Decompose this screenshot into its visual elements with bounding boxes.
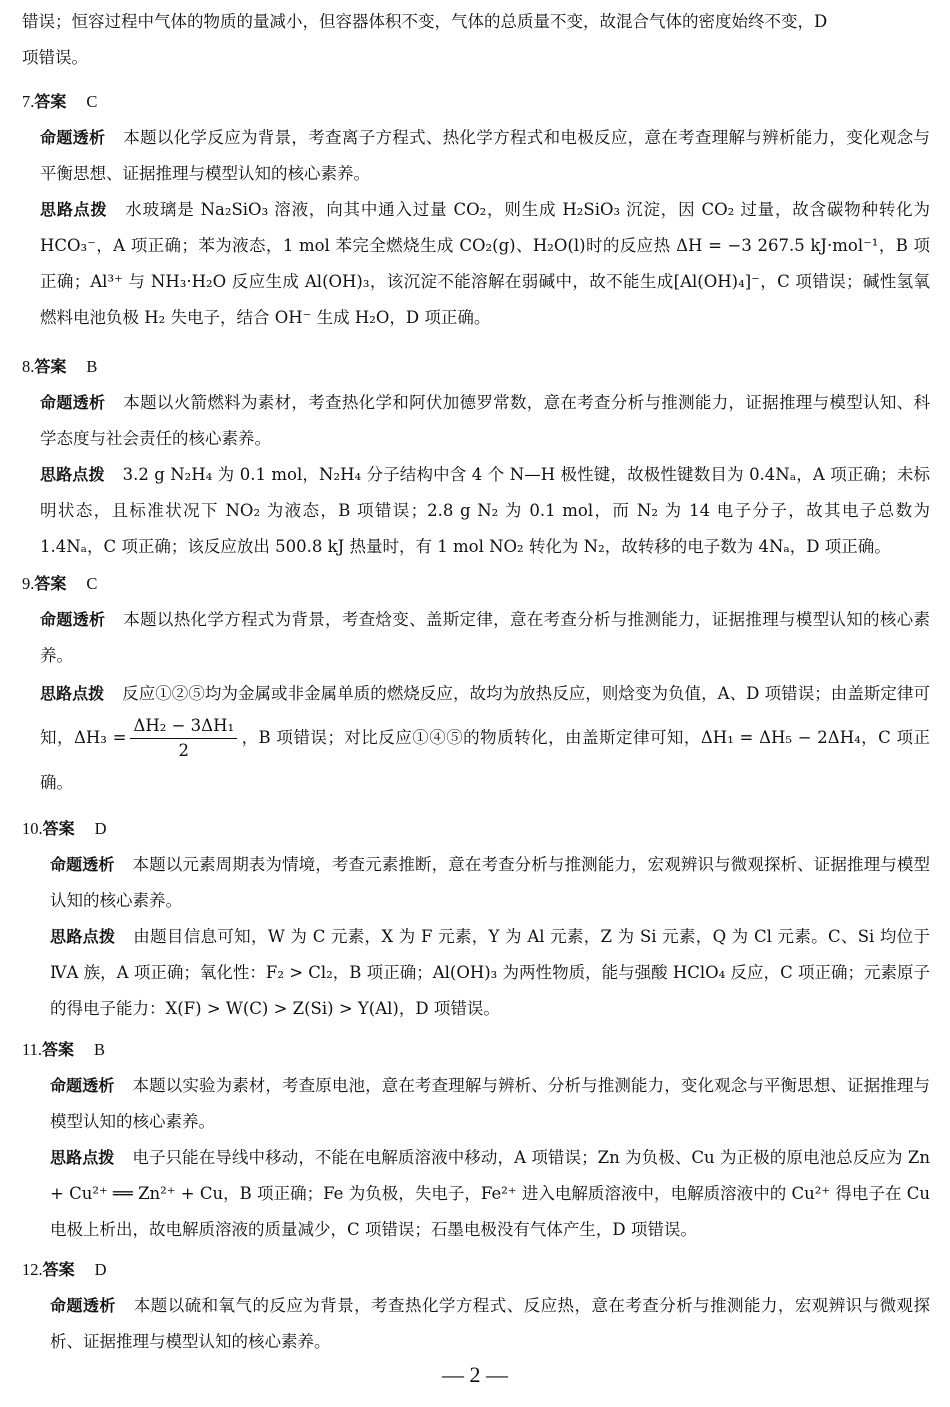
answer-value: C [86, 92, 98, 111]
answer-line [22, 84, 930, 120]
answer-line [22, 1252, 930, 1288]
carryover-line-2: 项错误。 [22, 48, 88, 67]
question-9 [22, 566, 930, 803]
question-number: 7. [22, 92, 35, 111]
answer-value: C [86, 574, 98, 593]
fraction-numerator: ΔH₂ − 3ΔH₁ [130, 714, 237, 739]
answer-label: 答案 [42, 1040, 75, 1059]
mingti-toushi [22, 385, 930, 457]
mingti-text: 本题以实验为素材，考查原电池，意在考查理解与辨析、分析与推测能力，变化观念与平衡思想、证据推理与模型认知的核心素养。 [50, 1076, 930, 1131]
answer-value: D [94, 819, 107, 838]
answer-line [22, 349, 930, 385]
question-number: 10. [22, 819, 43, 838]
answer-label: 答案 [34, 574, 67, 593]
mingti-label: 命题透析 [40, 393, 106, 412]
silu-dianbo [22, 674, 930, 803]
silu-label: 思路点拨 [50, 1148, 115, 1167]
mingti-label: 命题透析 [40, 128, 106, 147]
question-number: 9. [22, 574, 35, 593]
mingti-label: 命题透析 [40, 610, 106, 629]
silu-text-a: 反应①②⑤均为金属或非金属单质的燃烧反应，故均为放热反应，则焓变为负值，A、D 项错误；由盖斯定律可知，ΔH₃ = [40, 684, 930, 747]
silu-label: 思路点拨 [50, 927, 116, 946]
mingti-text: 本题以火箭燃料为素材，考查热化学和阿伏加德罗常数，意在考查分析与推测能力，证据推理与模型认知、科学态度与社会责任的核心素养。 [40, 393, 930, 448]
mingti-text: 本题以化学反应为背景，考查离子方程式、热化学方程式和电极反应，意在考查理解与辨析能力，变化观念与平衡思想、证据推理与模型认知的核心素养。 [40, 128, 930, 183]
silu-dianbo [22, 919, 930, 1027]
answer-line [22, 1032, 930, 1068]
question-number: 8. [22, 357, 35, 376]
carryover-line-1: 错误；恒容过程中气体的物质的量减小，但容器体积不变，气体的总质量不变，故混合气体的密度始终不变，D [22, 12, 828, 31]
question-7 [22, 84, 930, 336]
mingti-text: 本题以硫和氧气的反应为背景，考查热化学方程式、反应热，意在考查分析与推测能力，宏观辨识与微观探析、证据推理与模型认知的核心素养。 [50, 1296, 930, 1351]
mingti-toushi [22, 1288, 930, 1360]
mingti-text: 本题以热化学方程式为背景，考查焓变、盖斯定律，意在考查分析与推测能力，证据推理与模型认知的核心素养。 [40, 610, 930, 665]
answer-label: 答案 [42, 1260, 75, 1279]
mingti-toushi [22, 847, 930, 919]
answer-line [22, 811, 930, 847]
silu-label: 思路点拨 [40, 684, 105, 703]
fraction-denominator: 2 [178, 741, 190, 760]
silu-text: 电子只能在导线中移动，不能在电解质溶液中移动，A 项错误；Zn 为负极、Cu 为正极的原电池总反应为 Zn + Cu²⁺ ══ Zn²⁺ + Cu，B 项正确；Fe 为负极，失电子，Fe²⁺ 进入电解质溶液中，电解质溶液中的 Cu²⁺ 得电子在 Cu 电极上析出，故电解质溶液的质量减少，C 项错误；石墨电极没有气体产生，D 项错误。 [50, 1148, 930, 1239]
mingti-label: 命题透析 [50, 855, 115, 874]
silu-dianbo [22, 1140, 930, 1248]
silu-text: 水玻璃是 Na₂SiO₃ 溶液，向其中通入过量 CO₂，则生成 H₂SiO₃ 沉淀，因 CO₂ 过量，故含碳物种转化为 HCO₃⁻，A 项正确；苯为液态，1 mol 苯完全燃烧生成 CO₂(g)、H₂O(l)时的反应热 ΔH = −3 267.5 kJ·mol⁻¹，B 项正确；Al³⁺ 与 NH₃·H₂O 反应生成 Al(OH)₃，该沉淀不能溶解在弱碱中，故不能生成[Al(OH)₄]⁻，C 项错误；碱性氢氧燃料电池负极 H₂ 失电子，结合 OH⁻ 生成 H₂O，D 项正确。 [40, 200, 930, 327]
silu-text: 由题目信息可知，W 为 C 元素，X 为 F 元素，Y 为 Al 元素，Z 为 Si 元素，Q 为 Cl 元素。C、Si 均位于 ⅣA 族，A 项正确；氧化性：F₂ > Cl₂，B 项正确；Al(OH)₃ 为两性物质，能与强酸 HClO₄ 反应，C 项正确；元素原子的得电子能力：X(F) > W(C) > Z(Si) > Y(Al)，D 项错误。 [50, 927, 930, 1018]
silu-label: 思路点拨 [40, 465, 105, 484]
answer-value: D [94, 1260, 107, 1279]
answer-label: 答案 [34, 357, 67, 376]
question-number: 12. [22, 1260, 43, 1279]
mingti-toushi [22, 1068, 930, 1140]
question-8 [22, 349, 930, 565]
answer-value: B [86, 357, 98, 376]
silu-text-b: ，B 项错误；对比反应①④⑤的物质转化，由盖斯定律可知，ΔH₁ = ΔH₅ − 2ΔH₄，C 项正确。 [40, 728, 930, 792]
mingti-label: 命题透析 [50, 1296, 116, 1315]
question-10 [22, 811, 930, 1027]
question-number: 11. [22, 1040, 43, 1059]
answer-label: 答案 [42, 819, 75, 838]
answer-value: B [94, 1040, 106, 1059]
carryover-text [22, 4, 930, 76]
question-11 [22, 1032, 930, 1248]
mingti-toushi [22, 120, 930, 192]
mingti-label: 命题透析 [50, 1076, 115, 1095]
answer-label: 答案 [34, 92, 67, 111]
mingti-toushi [22, 602, 930, 674]
page-number: — 2 — [442, 1362, 508, 1387]
silu-text: 3.2 g N₂H₄ 为 0.1 mol，N₂H₄ 分子结构中含 4 个 N—H 极性键，故极性键数目为 0.4Nₐ，A 项正确；未标明状态，且标准状况下 NO₂ 为液态，B 项错误；2.8 g N₂ 为 0.1 mol，而 N₂ 为 14 电子分子，故其电子总数为 1.4Nₐ，C 项正确；该反应放出 500.8 kJ 热量时，有 1 mol NO₂ 转化为 N₂，故转移的电子数为 4Nₐ，D 项正确。 [40, 465, 930, 556]
question-12 [22, 1252, 930, 1360]
mingti-text: 本题以元素周期表为情境，考查元素推断，意在考查分析与推测能力，宏观辨识与微观探析、证据推理与模型认知的核心素养。 [50, 855, 930, 910]
answer-line [22, 566, 930, 602]
silu-dianbo [22, 192, 930, 336]
silu-label: 思路点拨 [40, 200, 108, 219]
fraction [130, 714, 237, 763]
silu-dianbo [22, 457, 930, 565]
